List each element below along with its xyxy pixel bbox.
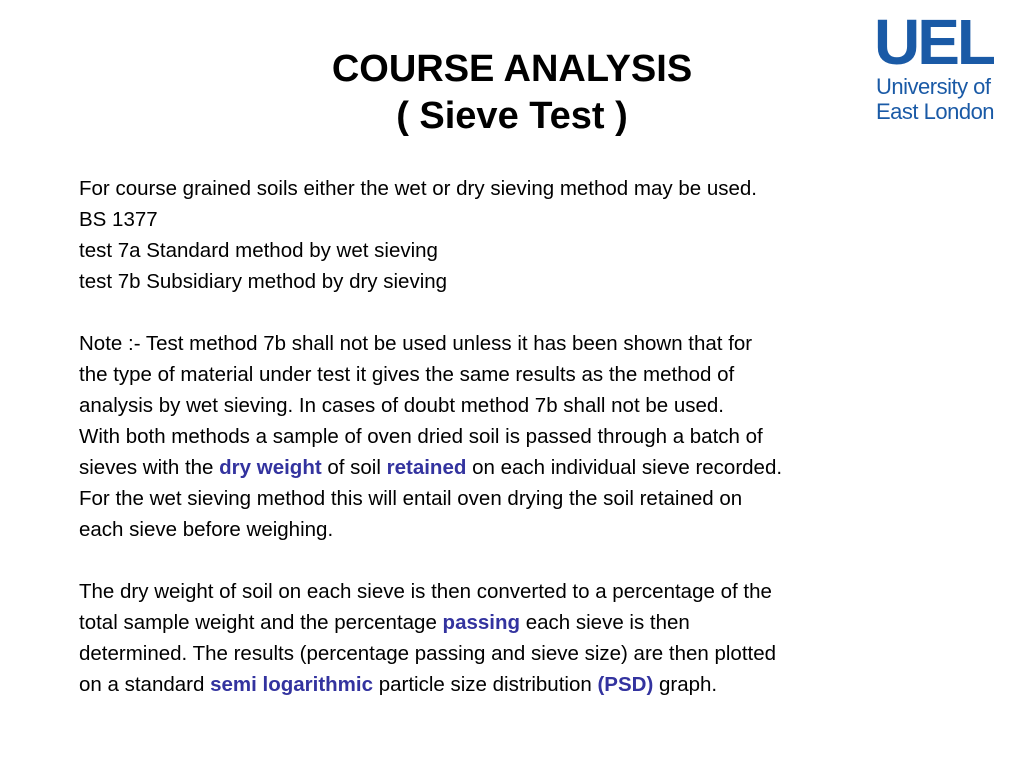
final-line-4-c: particle size distribution [373,673,598,696]
note-line-5-c: of soil [321,456,387,479]
intro-line-3: test 7a Standard method by wet sieving [79,239,438,262]
intro-line-2: BS 1377 [79,208,158,231]
highlight-passing: passing [442,611,521,634]
final-line-2-a: total sample weight and the percentage [79,611,443,634]
logo-wordmark [876,74,994,124]
intro-line-4: test 7b Subsidiary method by dry sieving [79,270,448,293]
note-line-7: each sieve before weighing. [79,518,334,541]
final-line-4-a: on a standard [79,673,211,696]
paragraph-gap [79,545,999,576]
slide-title [0,46,1024,140]
logo-line-1: University of [876,74,991,99]
note-line-5-e: on each individual sieve recorded. [466,456,783,479]
paragraph-gap [79,297,999,328]
note-line-1: Note :- Test method 7b shall not be used unless it has been shown that for [79,332,753,355]
intro-line-1: For course grained soils either the wet or dry sieving method may be used. [79,177,757,200]
note-line-5-a: sieves with the [79,456,220,479]
highlight-psd: (PSD) [597,673,654,696]
title-line-1: COURSE ANALYSIS [331,48,693,90]
note-line-4: With both methods a sample of oven dried soil is passed through a batch of [79,425,763,448]
note-line-3: analysis by wet sieving. In cases of doubt method 7b shall not be used. [79,394,724,417]
final-line-2 [79,607,999,638]
note-line-5 [79,452,999,483]
logo-mark: UEL [874,6,993,78]
slide-body [79,173,999,700]
final-line-3: determined. The results (percentage passing and sieve size) are then plotted [79,642,777,665]
highlight-semi-logarithmic: semi logarithmic [210,673,373,696]
final-line-4-e: graph. [653,673,718,696]
logo-line-2: East London [876,99,995,124]
final-line-1: The dry weight of soil on each sieve is then converted to a percentage of the [79,580,772,603]
final-line-4 [79,669,999,700]
note-line-6: For the wet sieving method this will entail oven drying the soil retained on [79,487,743,510]
highlight-dry-weight: dry weight [219,456,322,479]
highlight-retained: retained [386,456,467,479]
title-line-2: ( Sieve Test ) [396,95,628,137]
uel-logo [874,6,1016,124]
final-line-2-c: each sieve is then [520,611,690,634]
note-line-2: the type of material under test it gives the same results as the method of [79,363,735,386]
